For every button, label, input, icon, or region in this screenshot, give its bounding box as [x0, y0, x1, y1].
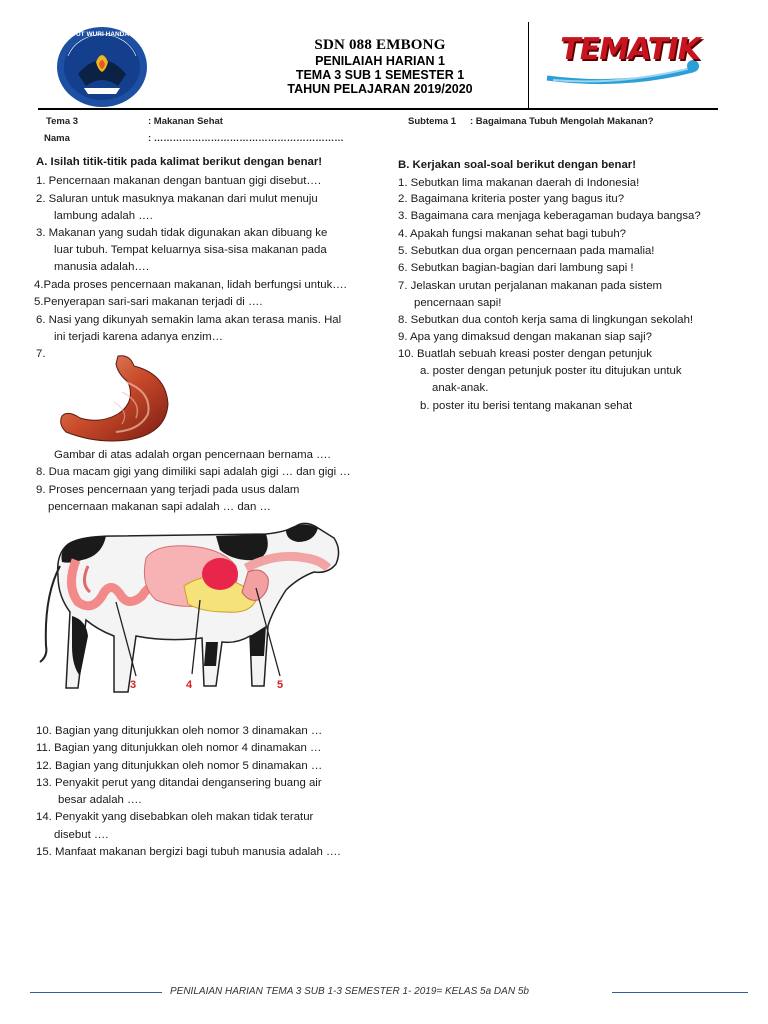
section-a-heading: A. Isilah titik-titik pada kalimat berikut dengan benar!: [36, 156, 323, 168]
question-a8: 8. Dua macam gigi yang dimiliki sapi adalah gigi … dan gigi …: [36, 466, 351, 478]
page-footer: PENILAIAN HARIAN TEMA 3 SUB 1-3 SEMESTER 1- 2019= KELAS 5a DAN 5b: [170, 986, 529, 997]
subtema-label: Subtema 1: [408, 116, 457, 127]
question-b7: 7. Jelaskan urutan perjalanan makanan pada sistem: [398, 280, 663, 292]
question-b9: 9. Apa yang dimaksud dengan makanan siap saji?: [398, 331, 652, 343]
question-a9-cont: pencernaan makanan sapi adalah … dan …: [48, 501, 271, 513]
footer-rule-right: [612, 992, 748, 993]
question-a2: 2. Saluran untuk masuknya makanan dari mulut menuju: [36, 193, 318, 205]
cow-label-3: 3: [130, 679, 137, 691]
question-a11: 11. Bagian yang ditunjukkan oleh nomor 4 dinamakan …: [36, 742, 322, 754]
question-a12: 12. Bagian yang ditunjukkan oleh nomor 5 dinamakan …: [36, 760, 323, 772]
question-a3-cont: luar tubuh. Tempat keluarnya sisa-sisa makanan pada: [54, 244, 327, 256]
subtema-value: : Bagaimana Tubuh Mengolah Makanan?: [470, 116, 654, 127]
logo-motto: TUT WURI HANDAYANI: [72, 31, 144, 38]
question-b7-cont: pencernaan sapi!: [414, 297, 502, 309]
footer-rule-left: [30, 992, 162, 993]
header-divider-horizontal: [38, 108, 718, 110]
question-a5: 5.Penyerapan sari-sari makanan terjadi di ….: [34, 296, 263, 308]
section-b-heading: B. Kerjakan soal-soal berikut dengan benar!: [398, 159, 637, 171]
question-b10a-cont: anak-anak.: [432, 382, 489, 394]
question-a14: 14. Penyakit yang disebabkan oleh makan tidak teratur: [36, 811, 314, 823]
question-a4: 4.Pada proses pencernaan makanan, lidah berfungsi untuk….: [34, 279, 347, 291]
header-divider-vertical: [528, 22, 529, 108]
question-b1: 1. Sebutkan lima makanan daerah di Indonesia!: [398, 177, 640, 189]
question-b2: 2. Bagaimana kriteria poster yang bagus itu?: [398, 193, 625, 205]
question-a14-cont: disebut ….: [54, 829, 109, 841]
question-a3-cont2: manusia adalah….: [54, 261, 149, 273]
question-b6: 6. Sebutkan bagian-bagian dari lambung sapi !: [398, 262, 634, 274]
question-a7-cont: Gambar di atas adalah organ pencernaan bernama ….: [54, 449, 331, 461]
theme-subtitle: TEMA 3 SUB 1 SEMESTER 1: [295, 68, 465, 82]
tema-label: Tema 3: [46, 116, 79, 127]
question-b10: 10. Buatlah sebuah kreasi poster dengan petunjuk: [398, 348, 652, 360]
question-b4: 4. Apakah fungsi makanan sehat bagi tubuh?: [398, 228, 626, 240]
nama-field[interactable]: : ……………………………………………………: [148, 133, 344, 144]
question-a9: 9. Proses pencernaan yang terjadi pada usus dalam: [36, 484, 300, 496]
assessment-title: PENILAIAH HARIAN 1: [315, 54, 445, 68]
cow-label-4: 4: [186, 679, 193, 691]
question-a2-cont: lambung adalah ….: [54, 210, 153, 222]
question-b10a: a. poster dengan petunjuk poster itu ditujukan untuk: [420, 365, 682, 377]
question-a13: 13. Penyakit perut yang ditandai dengansering buang air: [36, 777, 322, 789]
tema-value: : Makanan Sehat: [148, 116, 223, 127]
question-a3: 3. Makanan yang sudah tidak digunakan akan dibuang ke: [36, 227, 328, 239]
question-a13-cont: besar adalah ….: [58, 794, 142, 806]
cow-label-5: 5: [277, 679, 284, 691]
question-b10b: b. poster itu berisi tentang makanan sehat: [420, 400, 633, 412]
nama-label: Nama: [44, 133, 70, 144]
question-a1: 1. Pencernaan makanan dengan bantuan gigi disebut….: [36, 175, 321, 187]
question-a6: 6. Nasi yang dikunyah semakin lama akan terasa manis. Hal: [36, 314, 342, 326]
school-name: SDN 088 EMBONG: [314, 37, 446, 53]
stomach-illustration: [56, 352, 174, 444]
question-b3: 3. Bagaimana cara menjaga keberagaman budaya bangsa?: [398, 210, 701, 222]
question-a10: 10. Bagian yang ditunjukkan oleh nomor 3 dinamakan …: [36, 725, 323, 737]
tematik-wordmark: TEMATIK: [556, 32, 703, 67]
question-b5: 5. Sebutkan dua organ pencernaan pada mamalia!: [398, 245, 655, 257]
question-a15: 15. Manfaat makanan bergizi bagi tubuh manusia adalah ….: [36, 846, 341, 858]
academic-year: TAHUN PELAJARAN 2019/2020: [287, 82, 473, 96]
tut-wuri-handayani-logo: [56, 26, 148, 108]
question-a6-cont: ini terjadi karena adanya enzim…: [54, 331, 224, 343]
question-b8: 8. Sebutkan dua contoh kerja sama di lingkungan sekolah!: [398, 314, 694, 326]
question-a7: 7.: [36, 348, 46, 360]
